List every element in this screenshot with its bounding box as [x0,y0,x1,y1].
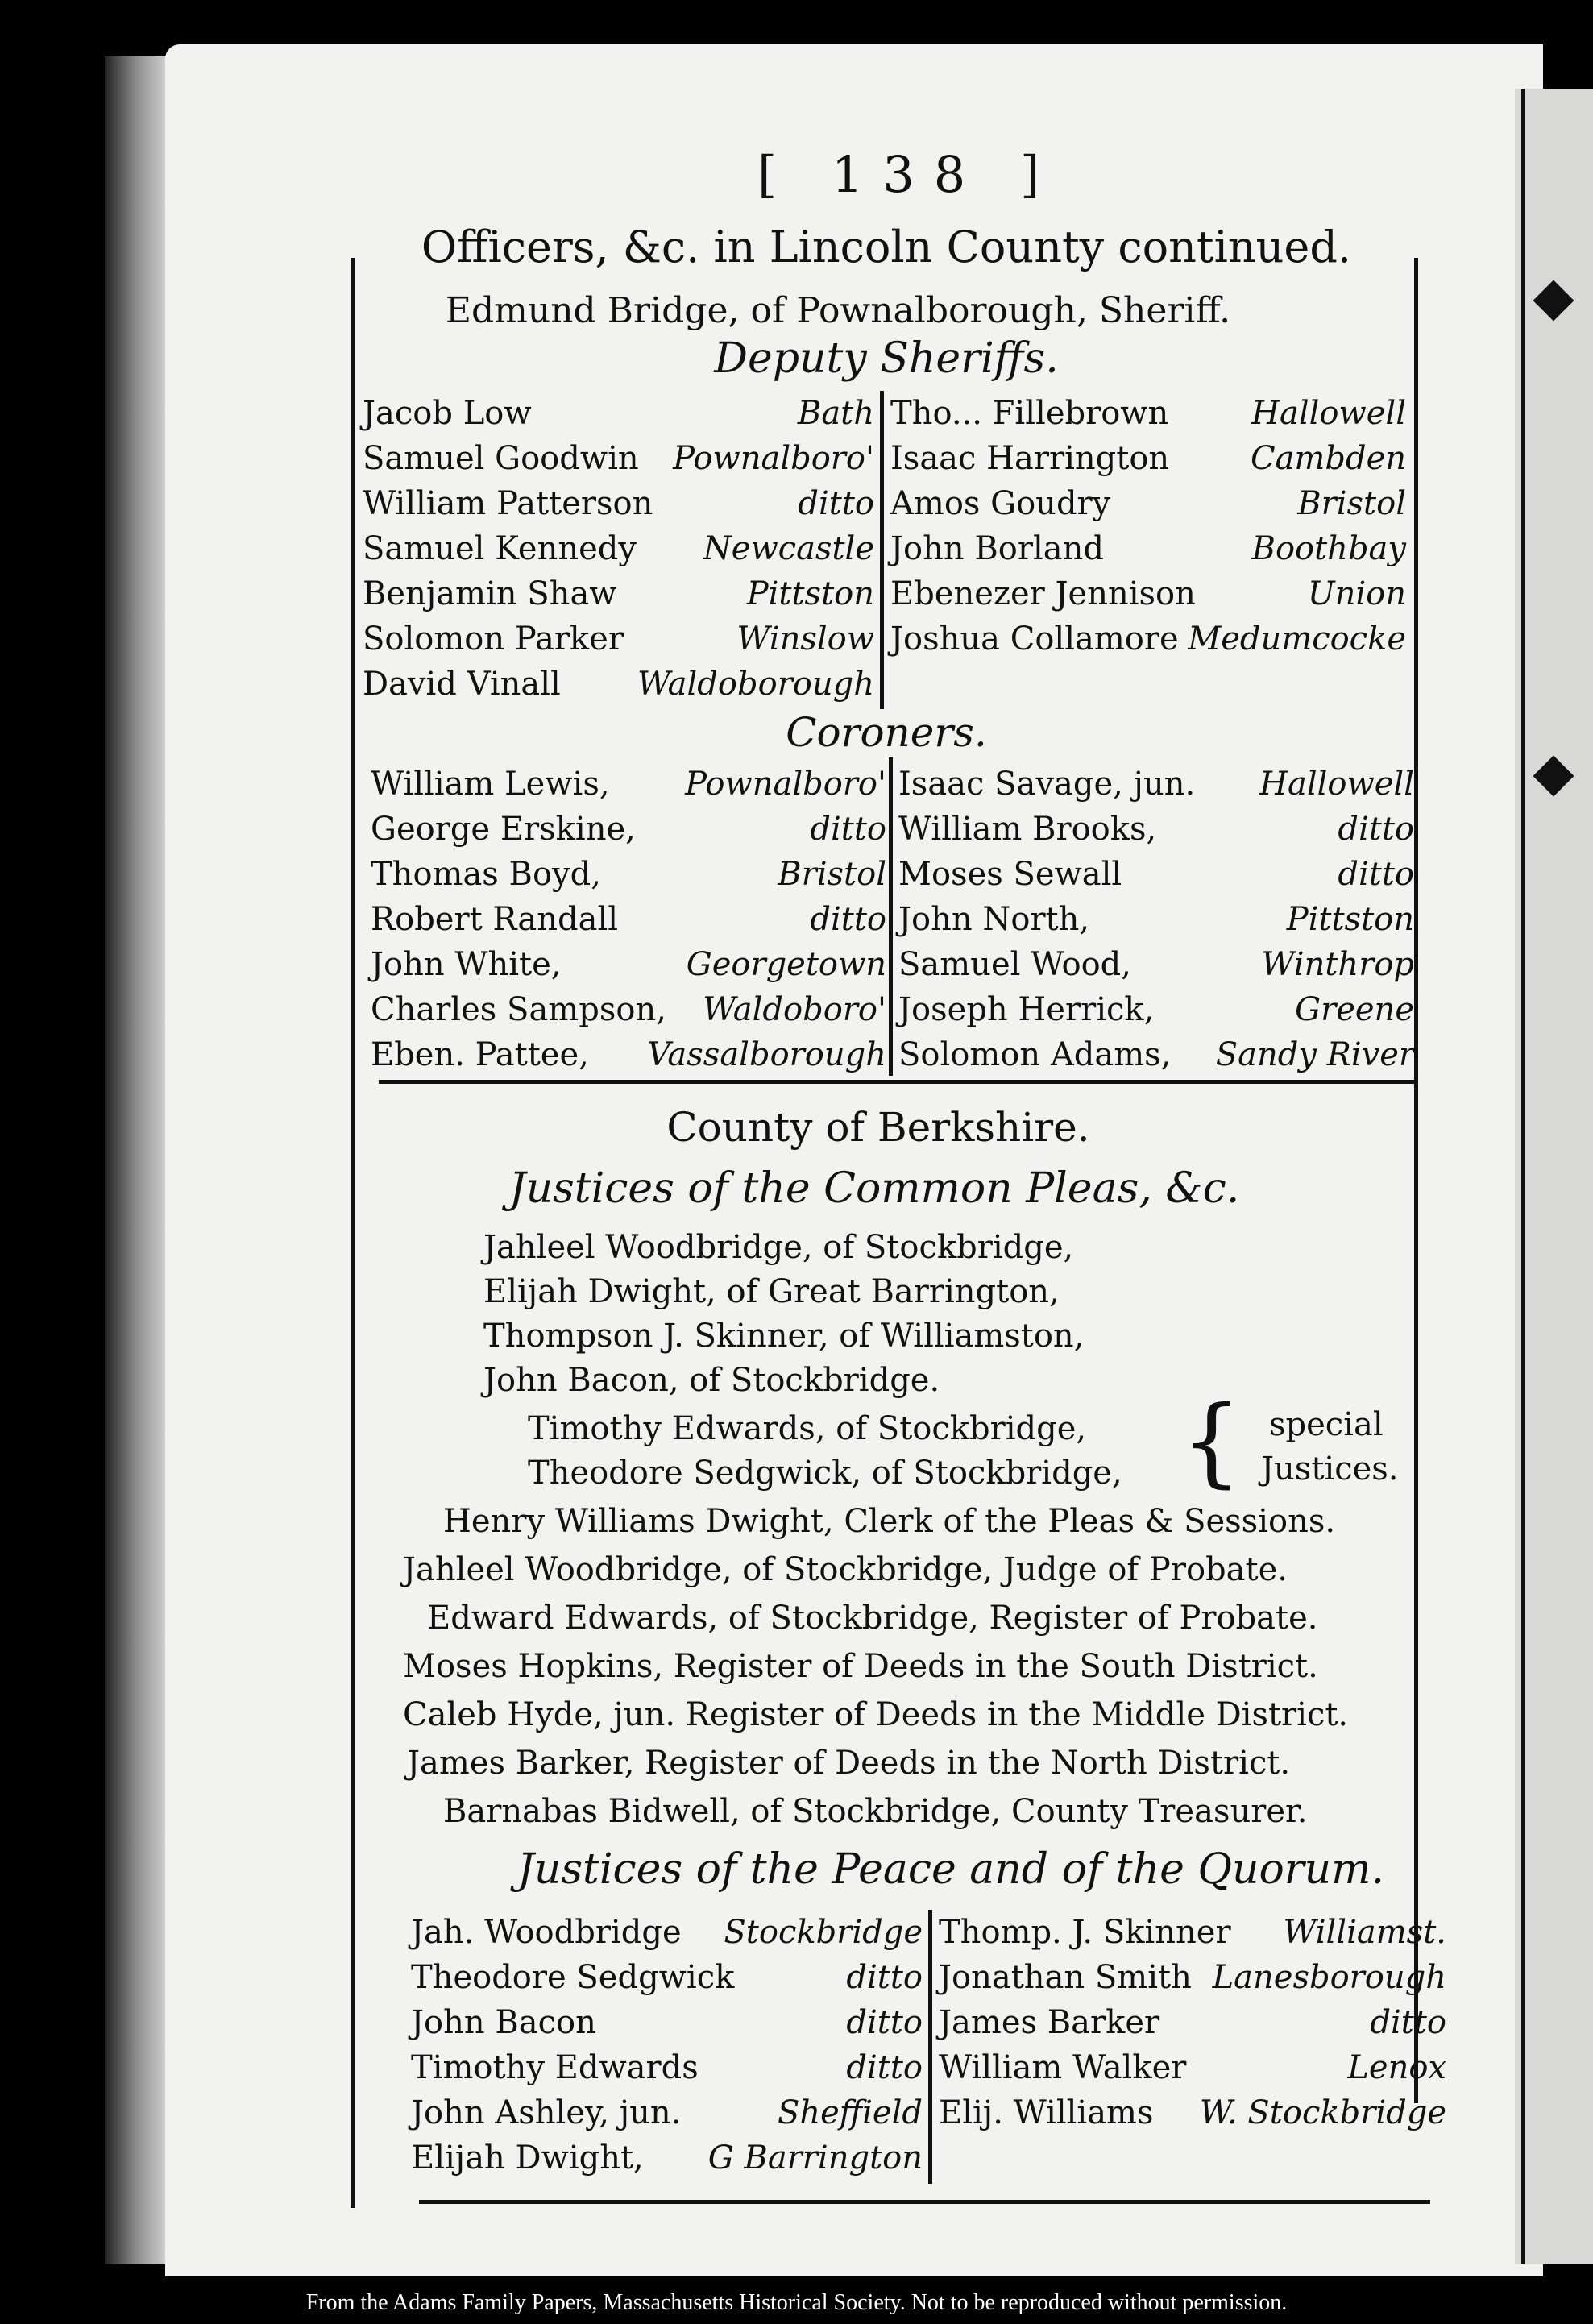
person-name: Jah. Woodbridge [411,1914,682,1951]
person-name: John Ashley, jun. [411,2094,682,2131]
place-name: Sandy River [1215,1036,1414,1073]
person-name: John Borland [890,530,1104,567]
place-name: ditto [1338,856,1414,893]
special-label: Justices. [1261,1450,1399,1488]
person-name: Isaac Savage, jun. [898,766,1196,803]
county-officer: Henry Williams Dwight, Clerk of the Pleas & Sessions. [443,1503,1336,1540]
place-name: Winthrop [1261,946,1414,983]
left-border-rule [351,258,355,2208]
list-item [371,897,886,942]
place-name: Bristol [778,856,886,893]
person-name: Samuel Kennedy [363,530,637,567]
place-name: Newcastle [703,530,874,567]
place-name: Hallowell [1259,766,1414,803]
person-name: Joseph Herrick, [898,991,1155,1028]
person-name: John Bacon [411,2004,596,2041]
person-name: Thomp. J. Skinner [939,1914,1231,1951]
place-name: Stockbridge [724,1914,923,1951]
list-item [363,481,874,526]
person-name: Thomas Boyd, [371,856,601,893]
deputy-column-divider [880,391,884,709]
place-name: Lenox [1347,2049,1446,2086]
place-name: ditto [798,485,874,522]
county-officer: Caleb Hyde, jun. Register of Deeds in the Middle District. [403,1696,1349,1733]
list-item [890,391,1406,436]
deputy-sheriffs-heading: Deputy Sheriffs. [714,334,1059,383]
list-item [363,571,874,616]
place-name: Hallowell [1251,395,1406,432]
right-border-rule [1414,258,1418,2103]
place-name: W. Stockbridge [1199,2094,1446,2131]
list-item [939,1910,1446,1955]
person-name: Joshua Collamore [890,620,1179,658]
list-item [371,852,886,897]
person-name: John North, [898,901,1090,938]
county-officer: Moses Hopkins, Register of Deeds in the South District. [403,1648,1318,1685]
person-name: Benjamin Shaw [363,575,617,612]
place-name: Williamst. [1283,1914,1446,1951]
place-name: ditto [846,1959,923,1996]
place-name: Lanesborough [1212,1959,1446,1996]
person-name: Amos Goudry [890,485,1111,522]
person-name: Isaac Harrington [890,440,1170,477]
deputy-list-right [890,391,1406,662]
quorum-column-divider [928,1910,932,2184]
person-name: Eben. Pattee, [371,1036,589,1073]
person-name: James Barker [939,2004,1160,2041]
list-item [939,2045,1446,2090]
list-item [363,616,874,662]
list-item [890,436,1406,481]
list-item [898,942,1414,987]
list-item [371,942,886,987]
place-name: ditto [1370,2004,1446,2041]
person-name: Theodore Sedgwick [411,1959,735,1996]
coroners-list-right [898,762,1414,1077]
list-item [363,662,874,707]
place-name: Winslow [736,620,874,658]
place-name: Medumcocke [1188,620,1406,658]
place-name: Bristol [1297,485,1406,522]
pleas-justice: John Bacon, of Stockbridge. [483,1362,940,1399]
facing-page-edge [1515,89,1593,2264]
quorum-heading: Justices of the Peace and of the Quorum. [517,1845,1384,1894]
list-item [890,481,1406,526]
county-officer: Edward Edwards, of Stockbridge, Register of Probate. [427,1600,1318,1637]
page-number: [ 138 ] [757,145,1060,204]
list-item [411,1955,923,2000]
place-name: Waldoborough [637,666,874,703]
place-name: ditto [1338,811,1414,848]
pleas-justice: Jahleel Woodbridge, of Stockbridge, [483,1229,1074,1266]
person-name: Timothy Edwards [411,2049,699,2086]
list-item [371,762,886,807]
person-name: Jacob Low [363,395,532,432]
person-name: Elij. Williams [939,2094,1154,2131]
person-name: William Brooks, [898,811,1157,848]
place-name: ditto [810,901,886,938]
quorum-list-left [411,1910,923,2181]
place-name: Boothbay [1251,530,1406,567]
person-name: William Patterson [363,485,653,522]
person-name: Jonathan Smith [939,1959,1192,1996]
county-officer: Barnabas Bidwell, of Stockbridge, County Treasurer. [443,1793,1308,1830]
person-name: Charles Sampson, [371,991,666,1028]
county-officer: Jahleel Woodbridge, of Stockbridge, Judge of Probate. [403,1551,1288,1588]
bottom-rule [419,2200,1430,2204]
place-name: Bath [797,395,874,432]
sheriff-line: Edmund Bridge, of Pownalborough, Sheriff. [445,290,1231,331]
footer-notice: From the Adams Family Papers, Massachusetts Historical Society. Not to be reproduced without permission. [305,2290,1288,2315]
place-name: ditto [846,2004,923,2041]
place-name: Greene [1295,991,1414,1028]
place-name: Pownalboro' [685,766,886,803]
person-name: Elijah Dwight, [411,2139,644,2177]
list-item [939,2090,1446,2135]
person-name: Tho... Fillebrown [890,395,1169,432]
list-item [890,571,1406,616]
common-pleas-heading: Justices of the Common Pleas, &c. [508,1164,1240,1213]
list-item [898,807,1414,852]
section-divider [379,1080,1418,1084]
list-item [371,1032,886,1077]
list-item [898,762,1414,807]
place-name: Sheffield [777,2094,923,2131]
quorum-list-right [939,1910,1446,2135]
list-item [411,1910,923,1955]
list-item [411,2135,923,2181]
coroner-column-divider [889,757,893,1076]
lincoln-heading: Officers, &c. in Lincoln County continued. [421,222,1352,272]
list-item [371,987,886,1032]
special-justice: Timothy Edwards, of Stockbridge, [528,1410,1087,1447]
person-name: Samuel Wood, [898,946,1132,983]
person-name: George Erskine, [371,811,636,848]
special-label: special [1269,1406,1384,1443]
list-item [363,436,874,481]
coroners-heading: Coroners. [786,709,987,756]
list-item [363,526,874,571]
person-name: Moses Sewall [898,856,1122,893]
list-item [411,2045,923,2090]
list-item [898,1032,1414,1077]
person-name: Solomon Parker [363,620,624,658]
special-justice: Theodore Sedgwick, of Stockbridge, [528,1455,1122,1492]
person-name: William Lewis, [371,766,610,803]
berkshire-heading: County of Berkshire. [666,1104,1090,1151]
place-name: ditto [810,811,886,848]
place-name: Waldoboro' [703,991,886,1028]
person-name: William Walker [939,2049,1187,2086]
place-name: Pownalboro' [673,440,874,477]
list-item [363,391,874,436]
person-name: Samuel Goodwin [363,440,639,477]
list-item [898,897,1414,942]
county-officer: James Barker, Register of Deeds in the North District. [407,1745,1291,1782]
place-name: Union [1307,575,1406,612]
place-name: Georgetown [686,946,886,983]
list-item [371,807,886,852]
list-item [890,616,1406,662]
coroners-list-left [371,762,886,1077]
list-item [898,987,1414,1032]
list-item [898,852,1414,897]
list-item [939,2000,1446,2045]
brace-icon: { [1180,1386,1242,1498]
deputy-list-left [363,391,874,707]
place-name: Pittston [746,575,874,612]
pleas-justice: Thompson J. Skinner, of Williamston, [483,1318,1085,1355]
list-item [411,2090,923,2135]
person-name: Solomon Adams, [898,1036,1172,1073]
person-name: David Vinall [363,666,561,703]
person-name: John White, [371,946,562,983]
person-name: Robert Randall [371,901,619,938]
list-item [939,1955,1446,2000]
place-name: Pittston [1286,901,1414,938]
place-name: G Barrington [707,2139,923,2177]
list-item [890,526,1406,571]
pleas-justice: Elijah Dwight, of Great Barrington, [483,1273,1060,1310]
person-name: Ebenezer Jennison [890,575,1196,612]
place-name: Cambden [1250,440,1406,477]
place-name: ditto [846,2049,923,2086]
list-item [411,2000,923,2045]
place-name: Vassalborough [647,1036,886,1073]
